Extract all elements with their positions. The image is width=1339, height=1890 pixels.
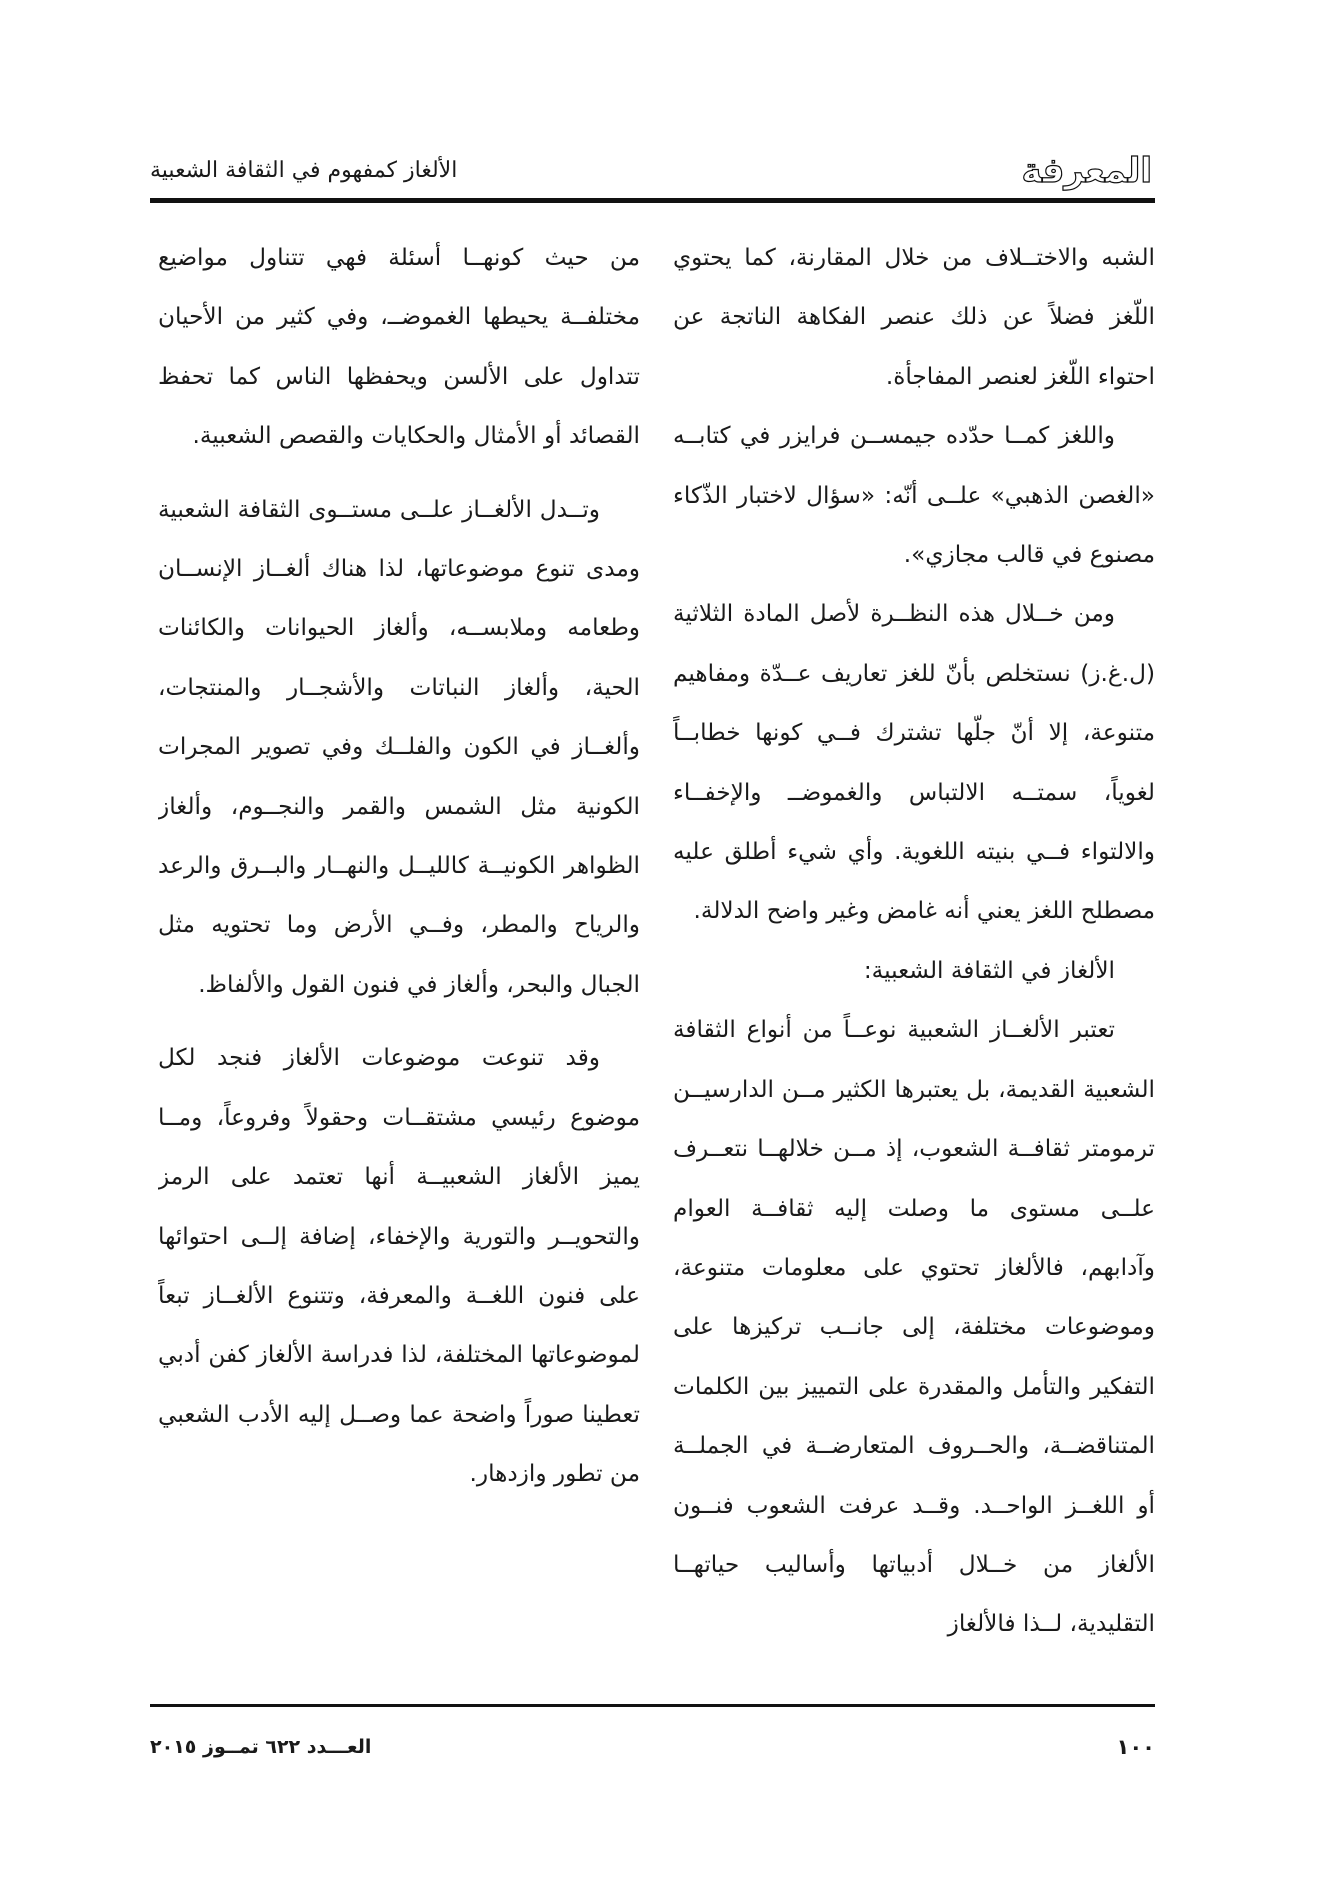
paragraph: ومن خــلال هذه النظــرة لأصل المادة الثلاثية (ل.غ.ز) نستخلص بأنّ للغز تعاريف عــدّة ومفاهيم متنوعة، إلا أنّ جلّها تشترك فــي كونها خطابــاً لغوياً، سمتــه الالتباس والغموضــ والإخفــاء والالتواء فــي بنيته اللغوية. وأي شيء أطلق عليه مصطلح اللغز يعني أنه غامض وغير واضح الدلالة.	[673, 600, 1155, 925]
magazine-logo: المعرفة	[1021, 151, 1152, 191]
paragraph: وتــدل الألغــاز علــى مستــوى الثقافة الشعبية ومدى تنوع موضوعاتها، لذا هناك ألغــاز الإنســان وطعامه وملابســه، وألغاز الحيوانات والكائنات الحية، وألغاز النباتات والأشجــار والمنتجات، وألغــاز في الكون والفلــك وفي تصوير المجرات الكونية مثل الشمس والقمر والنجــوم، وألغاز الظواهر الكونيــة كالليــل والنهــار والبــرق والرعد والرياح والمطر، وفــي الأرض وما تحتويه مثل الجبال والبحر، وألغاز في فنون القول والألفاظ.	[158, 495, 640, 998]
issue-info: العـــدد ٦٢٢ تمــوز ٢٠١٥	[150, 1736, 372, 1758]
page-number: ١٠٠	[1116, 1735, 1155, 1759]
paragraph: وقد تنوعت موضوعات الألغاز فنجد لكل موضوع رئيسي مشتقــات وحقولاً وفروعاً، ومــا يميز الألغاز الشعبيــة أنها تعتمد على الرمز والتحويــر والتورية والإخفاء، إضافة إلــى احتوائها على فنون اللغــة والمعرفة، وتتنوع الألغــاز تبعاً لموضوعاتها المختلفة، لذا فدراسة الألغاز كفن أدبي تعطينا صوراً واضحة عما وصــل إليه الأدب الشعبي من تطور وازدهار.	[158, 1044, 640, 1488]
paragraph: الشبه والاختــلاف من خلال المقارنة، كما يحتوي اللّغز فضلاً عن ذلك عنصر الفكاهة الناتجة عن احتواء اللّغز لعنصر المفاجأة.	[673, 244, 1155, 390]
header-rule	[150, 198, 1155, 203]
paragraph: تعتبر الألغــاز الشعبية نوعــاً من أنواع الثقافة الشعبية القديمة، بل يعتبرها الكثير مــن الدارسيــن ترمومتر ثقافــة الشعوب، إذ مــن خلالهــا نتعــرف علــى مستوى ما وصلت إليه ثقافــة العوام وآدابهم، فالألغاز تحتوي على معلومات متنوعة، وموضوعات مختلفة، إلى جانــب تركيزها على التفكير والتأمل والمقدرة على التمييز بين الكلمات المتناقضــة، والحــروف المتعارضــة في الجملــة أو اللغــز الواحــد. وقــد عرفت الشعوب فنــون الألغاز من خــلال أدبياتها وأساليب حياتهــا التقليدية، لــذا فالألغاز	[673, 1016, 1155, 1638]
left-column	[158, 228, 640, 1688]
footer-rule	[150, 1704, 1155, 1707]
paragraph: من حيث كونهــا أسئلة فهي تتناول مواضيع مختلفــة يحيطها الغموضــ، وفي كثير من الأحيان تتداول على الألسن ويحفظها الناس كما تحفظ القصائد أو الأمثال والحكايات والقصص الشعبية.	[158, 244, 640, 450]
section-heading: الألغاز في الثقافة الشعبية:	[863, 956, 1115, 984]
running-title: الألغاز كمفهوم في الثقافة الشعبية	[150, 158, 458, 183]
paragraph: واللغز كمــا حدّده جيمســن فرايزر في كتابــه «الغصن الذهبي» علــى أنّه: «سؤال لاختبار الذّكاء مصنوع في قالب مجازي».	[673, 422, 1155, 569]
right-column	[673, 228, 1155, 1688]
